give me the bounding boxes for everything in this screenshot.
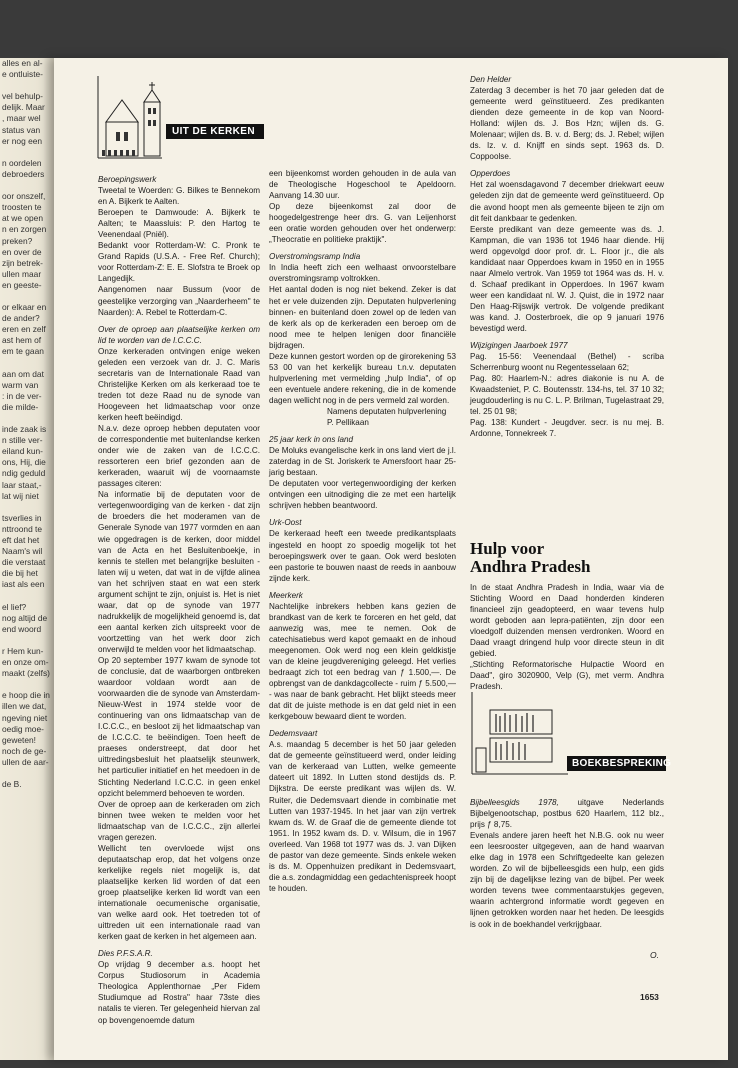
prev-page-line: maakt (zelfs) <box>2 668 50 679</box>
subheading: Over de oproep aan plaatselijke kerken om lid te worden van de I.C.C.C. <box>98 324 260 345</box>
prev-page-line: die verstaat <box>2 557 46 568</box>
book-intro <box>470 797 664 830</box>
prev-page-line: de ander? <box>2 313 40 324</box>
prev-page-line: oor onszelf, <box>2 191 46 202</box>
prev-page-line: de B. <box>2 779 22 790</box>
subheading: Dies P.F.S.A.R. <box>98 949 153 959</box>
prev-page-line: , maar wel <box>2 113 41 124</box>
prev-page-line: status van <box>2 124 41 135</box>
column-1 <box>98 168 260 1026</box>
article-title-hulp <box>470 540 590 576</box>
prev-page-line: delijk. Maar <box>2 102 45 113</box>
paragraph: Pag. 15-56: Veenendaal (Bethel) - scriba Scherrenburg woont nu Regentesselaan 62; <box>470 352 664 373</box>
paragraph: Wellicht ten overvloede wijst ons deputaatschap erop, dat het volgens onze kerkelijke regels niet mogelijk is, dat plaatselijke kerken lid worden of dat een groep plaatselijke kerken lid wordt van een internationale oecumenische organisatie, van welke aard ook. Het toetreden tot of uittreden uit een internationale raad van kerken gaat de kerken in het algemeen aan. <box>98 843 260 942</box>
paragraph: Het zal woensdagavond 7 december driekwart eeuw geleden zijn dat de gemeente werd geïnstitueerd. Op die avond hoopt men als gemeente bijeen te zijn om dit feit dankbaar te gedenken. <box>470 180 664 223</box>
page-number: 1653 <box>640 992 659 1002</box>
prev-page-line: noch de ge- <box>2 745 47 756</box>
subheading: Overstromingsramp India <box>269 252 361 262</box>
prev-page-line <box>0 147 62 158</box>
hulp-paragraph: „Stichting Reformatorische Hulpactie Woord en Daad", giro 3020900, Velp (G), met verm. Andhra Pradesh. <box>470 660 664 692</box>
prev-page-line: debroeders <box>2 168 45 179</box>
subheading: Wijzigingen Jaarboek 1977 <box>470 341 568 351</box>
paragraph: Het aantal doden is nog niet bekend. Zeker is dat het er vele duizenden zijn. Deputaten hulpverlening binnen- en buitenland doen zowel op de leden van de kerk als op de kerkeraden een beroep om de nood mee te helpen lenigen door financiële bijdragen. <box>269 285 456 350</box>
prev-page-line: die milde- <box>2 401 39 412</box>
prev-page-line <box>0 80 62 91</box>
prev-page-line: n en zorgen <box>2 224 47 235</box>
prev-page-line: em te gaan <box>2 346 44 357</box>
prev-page-line: ast hem of <box>2 335 42 346</box>
subheading: Opperdoes <box>470 169 511 179</box>
section-header-boekbespreking: BOEKBESPREKING <box>567 756 666 771</box>
paragraph: Op vrijdag 9 december a.s. hoopt het Corpus Studiosorum in Academia Theologica Applenthornae „Per Fidem Studiumque ad Rostra" haar 73ste dies natalis te vieren. Ter gelegenheid hiervan zal op bovengenoemde datum <box>98 960 260 1025</box>
prev-page-line: ngeving niet <box>2 712 48 723</box>
column-3 <box>470 74 664 440</box>
prev-page-line: end woord <box>2 623 42 634</box>
paragraph: Beroepen te Damwoude: A. Bijkerk te Aalten; te Maassluis: P. den Hartog te Veenendaal (Pniël). <box>98 208 260 240</box>
prev-page-line: er nog een <box>2 135 43 146</box>
prev-page-line: troosten te <box>2 202 42 213</box>
book-text: Evenals andere jaren heeft het N.B.G. ook nu weer een leesrooster uitgegeven, aan de hand waarvan elke dag in 1978 een Schriftgedeelte kan gelezen worden. Zo wil de bijbelleesgids een hulp, een gids zijn bij de dagelijkse lezing van de bijbel. Per week worden tevens twee commentaarstukjes gegeven, waarin achtergrond informatie wordt gegeven en lijnen getrokken worden naar het heden. De leesgids is ook in de boekhandel verkrijgbaar. <box>470 831 664 929</box>
prev-page-line: laar staat,- <box>2 479 42 490</box>
prev-page-line: geweten! <box>2 734 36 745</box>
prev-page-line: tsverlies in <box>2 512 42 523</box>
prev-page-line: eiland kun- <box>2 446 43 457</box>
prev-page-line: en onze om- <box>2 657 49 668</box>
paragraph: Nachtelijke inbrekers hebben kans gezien de brandkast van de kerk te forceren en het geld, dat aanwezig was, mee te nemen. Ook de catechisatiebus werd kapot gemaakt en de inhoud meegenomen. Ook werd nog een klein geldkistje van de kleine jeugdvereniging geleegd. Het verlies bedraagt zich tot een bedrag van ƒ 1.500,—. De opbrengst van de dankdagcollecte - ruim ƒ 5.500,— - was naar de bank gebracht. Het blijkt steeds meer dat dit de juiste methode is en dat geld niet in een kerkgebouw bewaard dient te worden. <box>269 601 456 722</box>
church-illustration <box>92 72 264 162</box>
prev-page-line: preken? <box>2 235 33 246</box>
prev-page-line: iast als een <box>2 579 45 590</box>
prev-page-line <box>0 591 62 602</box>
signature-line: Namens deputaten hulpverlening <box>327 406 447 416</box>
hulp-body <box>470 582 664 692</box>
prev-page-line: nttroond te <box>2 523 43 534</box>
prev-page-line: oedig moe- <box>2 723 44 734</box>
prev-page-line: illen we dat, <box>2 701 47 712</box>
paragraph: Over de oproep aan de kerkeraden om zich binnen twee weken te melden voor het lidmaatschap van de I.C.C.C., zijn allerlei vragen gerezen. <box>98 799 260 842</box>
prev-page-line <box>0 180 62 191</box>
prev-page-line: en geeste- <box>2 279 42 290</box>
subheading: 25 jaar kerk in ons land <box>269 435 354 445</box>
prev-page-line: die bij het <box>2 568 38 579</box>
paragraph: Tweetal te Woerden: G. Bilkes te Bennekom en A. Bijkerk te Aalten. <box>98 186 260 207</box>
paragraph: Eerste predikant van deze gemeente was ds. J. Kampman, die van 1936 tot 1946 haar diende. Hij werd opgevolgd door prof. dr. L. Floor jr., die als kandidaat naar Opperdoes kwam in 1950 en in 1955 naar Almelo vertrok. Van 1959 tot 1964 was ds. H. v. d. Schaaf predikant in Opperdoes. In 1967 kwam weer een kandidaat nl. W. J. Quist, die in 1972 naar Den Haag-Rijswijk vertrok. De volgende predikant was kand. J. Oosterbroek, die op 9 januari 1976 bevestigd werd. <box>470 224 664 334</box>
paragraph: De deputaten voor vertegenwoordiging der kerken ontvingen een uitnodiging die ze met een hartelijk schrijven hebben beantwoord. <box>269 479 456 511</box>
prev-page-line: inde zaak is <box>2 424 47 435</box>
prev-page-line: e hoop die in <box>2 690 50 701</box>
book-title: Bijbelleesgids 1978, <box>470 798 559 807</box>
paragraph: Na informatie bij de deputaten voor de vertegenwoordiging van de kerken - dat zijn de broeders die het moderamen van de Generale Synode van 1977 vormden en aan wie opgedragen is de kerken, door middel van de Acta en het Besluitenboekje, in kennis te stellen met belangrijke besluiten - laten wij u weten, dat wat in de vijfde alinea van het schrijven staat en wat een sterk argument schijnt te zijn, onjuist is. Het is niet waar, dat op de synode van 1977 nadrukkelijk de mogelijkheid genoemd is, dat een aantal kerken zich uitspreekt voor de voortzetting van het werk door zich onverwijld te melden voor het lidmaatschap. <box>98 490 260 654</box>
prev-page-line: alles en al- <box>2 58 43 68</box>
prev-page-line: : in de ver- <box>2 390 42 401</box>
paragraph: A.s. maandag 5 december is het 50 jaar geleden dat de gemeente geïnstitueerd werd, onder leiding van de kerkeraad van Lutten, welke gemeente dateert uit 1892. In Lutten stond destijds ds. P. Dijkstra. De eerste predikant was wijlen ds. W. Ruiter, die Dedemsvaart diende in combinatie met Lutten van 1937-1945. In het jaar van zijn vertrek kwam ds. W. de Graaf die de gemeente diende tot 1951. In 1952 kwam ds. D. v. Wilsum, die in 1967 overleed. Van 1968 tot 1977 was ds. J. van Dijken de pastor van deze gemeente. Sinds enkele weken is ds. M. Oppenhuizen predikant in Dedemsvaart, die a.s. zondagmiddag een gedachtenispreek hoopt te houden. <box>269 740 456 893</box>
paragraph: een bijeenkomst worden gehouden in de aula van de Theologische Hogeschool te Apeldoorn. Aanvang 14.30 uur. <box>269 169 456 201</box>
paragraph: Onze kerkeraden ontvingen enige weken geleden een verzoek van dr. J. C. Maris secretaris van de Internationale Raad van Christelijke Kerken om als kerkeraad toe te treden tot deze Raad nu de synode van Hoogeveen het lidmaatschap voor onze kerken heeft beëindigd. <box>98 346 260 422</box>
prev-page-line: ullen maar <box>2 268 42 279</box>
prev-page-line: at we open <box>2 213 43 224</box>
subheading: Urk-Oost <box>269 518 302 528</box>
hulp-paragraph: In de staat Andhra Pradesh in India, waar via de Stichting Woord en Daad honderden kinderen financieel zijn geadopteerd, en waar tevens hulp wordt geboden aan lepra-patiënten, zijn door een vloedgolf duizenden mensen verdronken. Woord en Daad vraagt dringend hulp voor directe steun in dit gebied. <box>470 583 664 659</box>
prev-page-line: el lief? <box>2 601 27 612</box>
subheading: Beroepingswerk <box>98 175 157 184</box>
paragraph: Zaterdag 3 december is het 70 jaar geleden dat de gemeente werd geïnstitueerd. Zes predikanten dienden deze gemeente in de kop van Noord-Holland: wijlen ds. J. Bos Hzn; wijlen ds. G. Molenaar; wijlen ds. B. v. d. Berg; ds. J. Rebel; wijlen ds. Iz. v. d. Knijff en sinds sept. 1963 ds. D. Coppoolse. <box>470 86 664 162</box>
prev-page-line: nog altijd de <box>2 612 48 623</box>
prev-page-line <box>0 679 62 690</box>
prev-page-line: n oordelen <box>2 157 42 168</box>
prev-page-line <box>0 635 62 646</box>
prev-page-line <box>0 358 62 369</box>
prev-page-line <box>0 768 62 779</box>
prev-page-line: warm van <box>2 379 39 390</box>
prev-page-line: zijn betrek- <box>2 257 43 268</box>
prev-page-line: ndig geduld <box>2 468 46 479</box>
book-review-body <box>470 797 664 930</box>
paragraph: Op 20 september 1977 kwam de synode tot de conclusie, dat de waarborgen ontbreken waardoor voldaan wordt aan de voorwaarden die de synode van Amsterdam-Nieuw-West in 1974 stelde voor de continuering van ons lidmaatschap van de I.C.C.C., en besloot zij het lidmaatschap van de I.C.C.C. te beëindigen. Toen heeft de praeses onderstreept, dat door het uittredingsbesluit het plaatselijk steunwerk, het particulier initiatief en het meedoen in de Stichting Nederland I.C.C.C. in geen enkel opzicht belemmerd behoeven te worden. <box>98 656 260 798</box>
paragraph: Pag. 80: Haarlem-N.: adres diakonie is nu A. de Kwaadsteniet, P. C. Boutensstr. 134-hs, tel. 37 10 32; jeugdouderling is nu C. L. P. Brilman, Tugelastraat 29, tel. 25 01 98; <box>470 374 664 417</box>
column-2 <box>269 168 456 894</box>
prev-page-line: e ontluiste- <box>2 69 43 80</box>
signature-line: P. Pellikaan <box>327 418 369 428</box>
prev-page-line: aan om dat <box>2 368 44 379</box>
paragraph: Op deze bijeenkomst zal door de hoogedelgestrenge heer drs. G. van Leijenhorst een oratie worden gehouden over het onderwerp: „Theocratie en politieke praktijk". <box>269 202 456 245</box>
prev-page-line: Naam's wil <box>2 546 43 557</box>
prev-page-line: eren en zelf <box>2 324 46 335</box>
section-header-uit-de-kerken: UIT DE KERKEN <box>166 124 264 139</box>
prev-page-line: r Hem kun- <box>2 645 44 656</box>
prev-page-line <box>0 291 62 302</box>
subheading: Den Helder <box>470 75 512 84</box>
paragraph: Pag. 138: Kundert - Jeugdver. secr. is nu mej. B. Ardonne, Tonnekreek 7. <box>470 418 664 439</box>
prev-page-line <box>0 413 62 424</box>
paragraph: Aangenomen naar Bussum (voor de geestelijke verzorging van „Naarderheem" te Naarden): A. Rebel te Rotterdam-C. <box>98 285 260 317</box>
paragraph: In India heeft zich een welhaast onvoorstelbare overstromingsramp voltrokken. <box>269 263 456 284</box>
paragraph: Bedankt voor Rotterdam-W: C. Pronk te Grand Rapids (U.S.A. - Free Ref. Church); voor Rotterdam-Z: E. E. Slofstra te Broek op Langedijk. <box>98 241 260 284</box>
prev-page-line: n stille ver- <box>2 435 43 446</box>
subheading: Dedemsvaart <box>269 729 318 739</box>
prev-page-line: ons, Hij, die <box>2 457 46 468</box>
prev-page-line: vel behulp- <box>2 91 43 102</box>
subheading: Meerkerk <box>269 590 303 600</box>
book-details: uitgave Nederlands Bijbelgenootschap, postbus 620 Haarlem, 112 blz., prijs ƒ 8,75. <box>470 798 664 830</box>
paragraph: De kerkeraad heeft een tweede predikantsplaats ingesteld en hoopt zo spoedig mogelijk tot het beroepingswerk over te gaan. Ook werd besloten een pastorie te bouwen naast de reeds in aanbouw zijnde kerk. <box>269 529 456 583</box>
review-signature: O. <box>650 950 659 960</box>
title-line-2: Andhra Pradesh <box>470 557 591 576</box>
title-line-1: Hulp voor <box>470 539 545 558</box>
paragraph: N.a.v. deze oproep hebben deputaten voor de correspondentie met buitenlandse kerken onder wie de zaken van de I.C.C.C. ressorteren een brief gezonden aan de kerkeraden, waaruit wij de voornaamste passages citeren: <box>98 424 260 489</box>
prev-page-line: en over de <box>2 246 42 257</box>
prev-page-line: eft dat het <box>2 535 40 546</box>
prev-page-line <box>0 502 62 513</box>
paragraph: Deze kunnen gestort worden op de girorekening 53 53 00 van het kerkelijk bureau t.n.v. deputaten hulpverlening met vermelding „hulp India", of op een eventuele andere rekening, die in de komende dagen wellicht nog in de pers vermeld zal worden. <box>269 351 456 405</box>
prev-page-line: lat wij niet <box>2 490 39 501</box>
previous-page-edge <box>0 58 62 1060</box>
paragraph: De Moluks evangelische kerk in ons land viert de j.l. zaterdag in de St. Joriskerk te Amersfoort haar 25-jarig bestaan. <box>269 446 456 478</box>
prev-page-line: or elkaar en <box>2 302 47 313</box>
prev-page-line: ullen de aar- <box>2 756 49 767</box>
